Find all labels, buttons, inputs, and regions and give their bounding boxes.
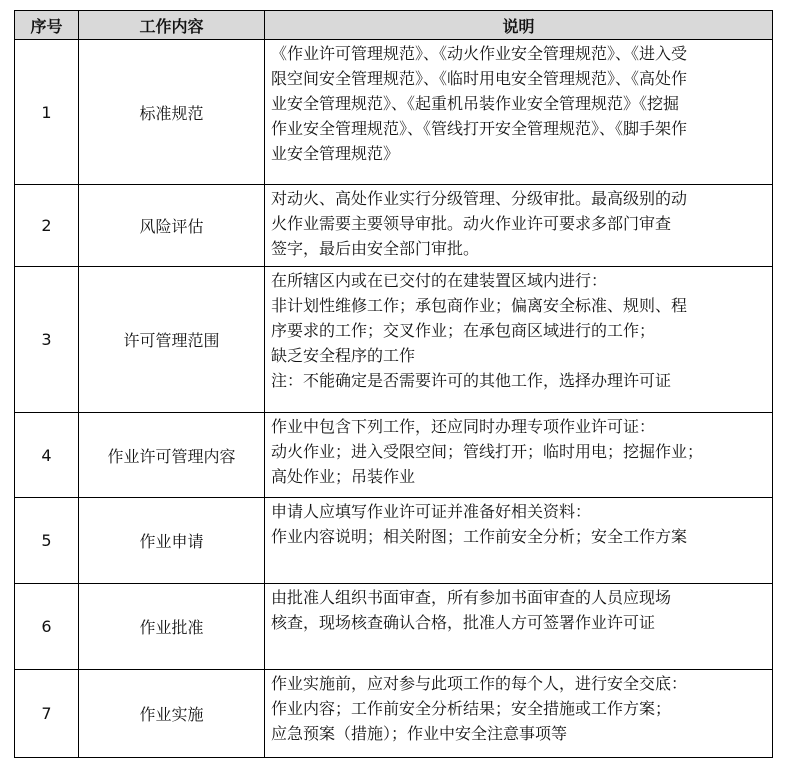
desc-line: 序要求的工作；交叉作业；在承包商区域进行的工作；	[271, 321, 656, 340]
desc-line: 由批准人组织书面审查，所有参加书面审查的人员应现场	[271, 588, 672, 607]
desc-line: 作业中包含下列工作，还应同时办理专项作业许可证：	[271, 417, 656, 436]
row-seq-cell: 1	[15, 40, 79, 185]
row-desc-cell	[265, 413, 773, 498]
desc-line: 限空间安全管理规范》、《临时用电安全管理规范》、《高处作	[271, 69, 688, 88]
desc-line: 业安全管理规范》	[271, 144, 400, 163]
permit-table-wrapper	[14, 10, 772, 758]
table-row	[15, 498, 773, 584]
table-row	[15, 413, 773, 498]
table-header	[15, 11, 773, 40]
header-row	[15, 11, 773, 40]
header-work: 工作内容	[79, 11, 265, 40]
desc-line: 在所辖区内或在已交付的在建装置区域内进行：	[271, 271, 608, 290]
desc-line: 签字，最后由安全部门审批。	[271, 239, 480, 258]
row-work-cell: 许可管理范围	[79, 267, 265, 413]
row-desc-cell	[265, 267, 773, 413]
row-desc-cell	[265, 185, 773, 267]
row-work-cell: 标准规范	[79, 40, 265, 185]
row-seq-cell: 3	[15, 267, 79, 413]
desc-line: 对动火、高处作业实行分级管理、分级审批。最高级别的动	[271, 189, 688, 208]
row-work-cell: 作业申请	[79, 498, 265, 584]
desc-line: 申请人应填写作业许可证并准备好相关资料：	[271, 502, 592, 521]
row-seq-cell: 5	[15, 498, 79, 584]
row-work-cell: 作业许可管理内容	[79, 413, 265, 498]
row-seq-cell: 6	[15, 584, 79, 670]
desc-line: 作业安全管理规范》、《管线打开安全管理规范》、《脚手架作	[271, 119, 688, 138]
desc-line: 高处作业；吊装作业	[271, 467, 416, 486]
desc-line: 火作业需要主要领导审批。动火作业许可要求多部门审查	[271, 214, 672, 233]
table-row	[15, 267, 773, 413]
row-desc-cell	[265, 670, 773, 758]
desc-line: 作业实施前，应对参与此项工作的每个人，进行安全交底：	[271, 674, 688, 693]
row-seq-cell: 4	[15, 413, 79, 498]
table-row	[15, 185, 773, 267]
table-row	[15, 584, 773, 670]
desc-line: 作业内容说明；相关附图；工作前安全分析；安全工作方案	[271, 527, 688, 546]
row-work-cell: 风险评估	[79, 185, 265, 267]
table-row	[15, 40, 773, 185]
desc-line: 业安全管理规范》、《起重机吊装作业安全管理规范》《挖掘	[271, 94, 680, 113]
row-work-cell: 作业批准	[79, 584, 265, 670]
table-row	[15, 670, 773, 758]
desc-line: 《作业许可管理规范》、《动火作业安全管理规范》、《进入受	[271, 44, 688, 63]
desc-line: 非计划性维修工作；承包商作业；偏离安全标准、规则、程	[271, 296, 688, 315]
desc-line: 核查，现场核查确认合格，批准人方可签署作业许可证	[271, 613, 656, 632]
row-seq-cell: 7	[15, 670, 79, 758]
desc-line: 作业内容；工作前安全分析结果；安全措施或工作方案；	[271, 699, 672, 718]
row-desc-cell	[265, 498, 773, 584]
permit-management-table	[14, 10, 773, 758]
desc-line: 应急预案（措施）；作业中安全注意事项等	[271, 724, 568, 743]
header-desc: 说明	[265, 11, 773, 40]
desc-line: 动火作业；进入受限空间；管线打开；临时用电；挖掘作业；	[271, 442, 704, 461]
header-seq: 序号	[15, 11, 79, 40]
desc-line: 缺乏安全程序的工作	[271, 346, 416, 365]
row-work-cell: 作业实施	[79, 670, 265, 758]
row-seq-cell: 2	[15, 185, 79, 267]
row-desc-cell	[265, 584, 773, 670]
desc-line: 注：不能确定是否需要许可的其他工作，选择办理许可证	[271, 371, 672, 390]
table-body	[15, 40, 773, 758]
row-desc-cell	[265, 40, 773, 185]
